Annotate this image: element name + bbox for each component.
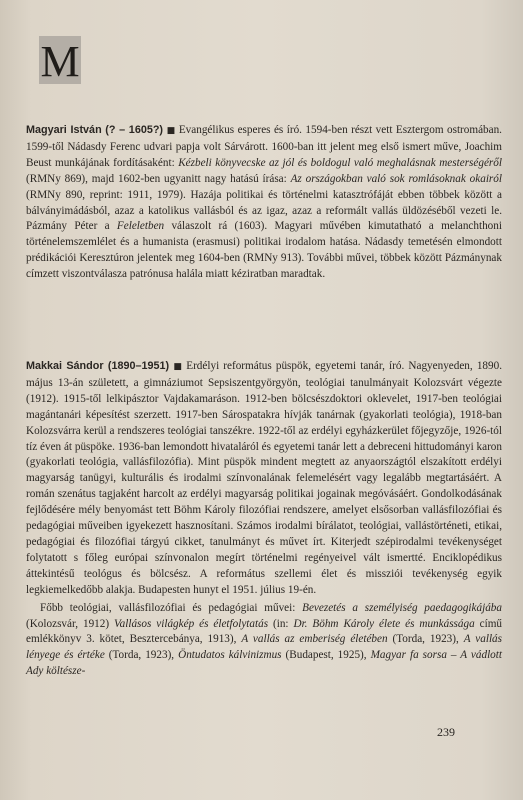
- entry-text: (RMNy 869), majd 1602-ben ugyanitt nagy hatású írása:: [26, 172, 291, 185]
- entry-text: (Kolozsvár, 1912): [26, 617, 115, 630]
- section-letter-box: [39, 36, 81, 84]
- bullet-square-icon: ■: [166, 126, 176, 136]
- entry-heading: Makkai Sándor (1890–1951): [26, 360, 170, 372]
- work-title: Bevezetés a személyiség paedagogikájába: [302, 601, 502, 614]
- work-title: Feleletben: [116, 220, 165, 233]
- entry-text: (Torda, 1923),: [387, 633, 464, 646]
- entry-text: (Torda, 1923),: [104, 649, 179, 662]
- entry-text: (in:: [268, 617, 294, 630]
- work-title: A vallás lényege és értéke: [26, 633, 502, 662]
- entry-makkai: [26, 359, 502, 680]
- entry-text: Evangélikus esperes és író. 1594-ben részt vett Esztergom ostromában. 1599-től Nádasdy Ferenc udvari papja volt Sárvárott. 1600-ban itt jelent meg első ismert műve, Joachim Beust munkájának fordításaként:: [26, 124, 502, 169]
- work-title: A vallás az emberiség életében: [241, 633, 388, 646]
- entry-heading: Magyari István (? – 1605?): [26, 124, 164, 136]
- section-letter: M: [40, 37, 80, 86]
- work-title: Vallásos világkép és életfolytatás: [114, 617, 269, 630]
- bullet-square-icon: ■: [172, 362, 184, 372]
- page-number: 239: [437, 725, 455, 739]
- entry-text: (Budapest, 1925),: [281, 649, 371, 662]
- entry-text: című emlékkönyv 3. kötet, Besztercebánya, 1913),: [26, 617, 502, 646]
- entry-text: Erdélyi református püspök, egyetemi tanár, író. Nagyenyeden, 1890. május 13-án született, a gimnáziumot Sepsiszentgyörgyön, teológiai tanulmányait Kolozsvárt végezte (1912). 1915-től lelkipásztor Vajdakamaráson. 1912-ben bölcsészdoktori oklevelet, 1917-ben teológiai magántanári képesítést szerzett. 1917-ben Sárospatakra hívják tanárnak (gyakorlati teológia), 1918-ban Kolozsvárra kerül a rendszeres teológiai tanszékre. 1922-től az erdélyi egyházkerület főjegyzője, 1926-tól tíz éven át püspöke. 1936-ban lemondott hivataláról és egyetemi tanár lett a debreceni hittudományi karon (gyakorlati teológia, vallásfilozófia). Mint püspök mindent megtett az anyaországtól elszakított erdélyi magyarság tanügyi, kulturális és irodalmi színvonalának felemelésért vagy legalább megtartásáért. A román szenátus tagjaként harcolt az erdélyi magyarság politikai jogainak megóvásáért. Gondolkodásának fejlődésére mély benyomást tett Böhm Károly filozófiai rendszere, amelyet elsősorban vallásfilozófiai és pedagógiai műveiben igyekezett hasznosítani. Számos irodalmi bírálatot, teológiai, vallástörténeti, etikai, pedagógiai és filozófiai tárgyú cikket, tanulmányt és művet írt. Kiterjedt szépirodalmi tevékenységet folytatott s főleg európai színvonalon megírt történelmi regényeivel vált ismertté. Enciklopédikus áttekintésű teológus és bölcsész. A református szellemi élet és missziói tevékenység egyik legkiemelkedőbb alakja. Budapesten hunyt el 1951. július 19-én.: [26, 360, 502, 596]
- work-title: Az országokban való sok romlásoknak okairól: [290, 172, 502, 185]
- work-title: Magyar fa sorsa – A vádlott Ady költésze-: [26, 649, 502, 678]
- entry-magyari: [26, 123, 502, 283]
- entry-text: válaszolt rá (1603). Magyari művében kimutatható a melanchthoni történelemszemlélet és a humanista (erasmusi) politikai irodalom hatása. Nádasdy temetésén elmondott prédikációi Keresztúron jelentek meg 1604-ben (RMNy 913). További művei, többek között Pázmánynak címzett viszontválasza patrónusa halála miatt kéziratban maradtak.: [26, 220, 502, 281]
- entry-text: Főbb teológiai, vallásfilozófiai és pedagógiai művei:: [40, 601, 303, 614]
- work-title: Dr. Böhm Károly élete és munkássága: [293, 617, 475, 630]
- work-title: Kézbeli könyvecske az jól és boldogul való meghalásnak mesterségéről: [178, 156, 502, 169]
- work-title: Öntudatos kálvinizmus: [178, 649, 282, 662]
- entry-text: (RMNy 890, reprint: 1911, 1979). Hazája politikai és történelmi katasztrófáját ebben többek között a bálványimádásból, azaz a katolikus vallásból és az igaz, azaz a reformált vallás üldözéséből vezeti le. Pázmány Péter a: [26, 188, 502, 233]
